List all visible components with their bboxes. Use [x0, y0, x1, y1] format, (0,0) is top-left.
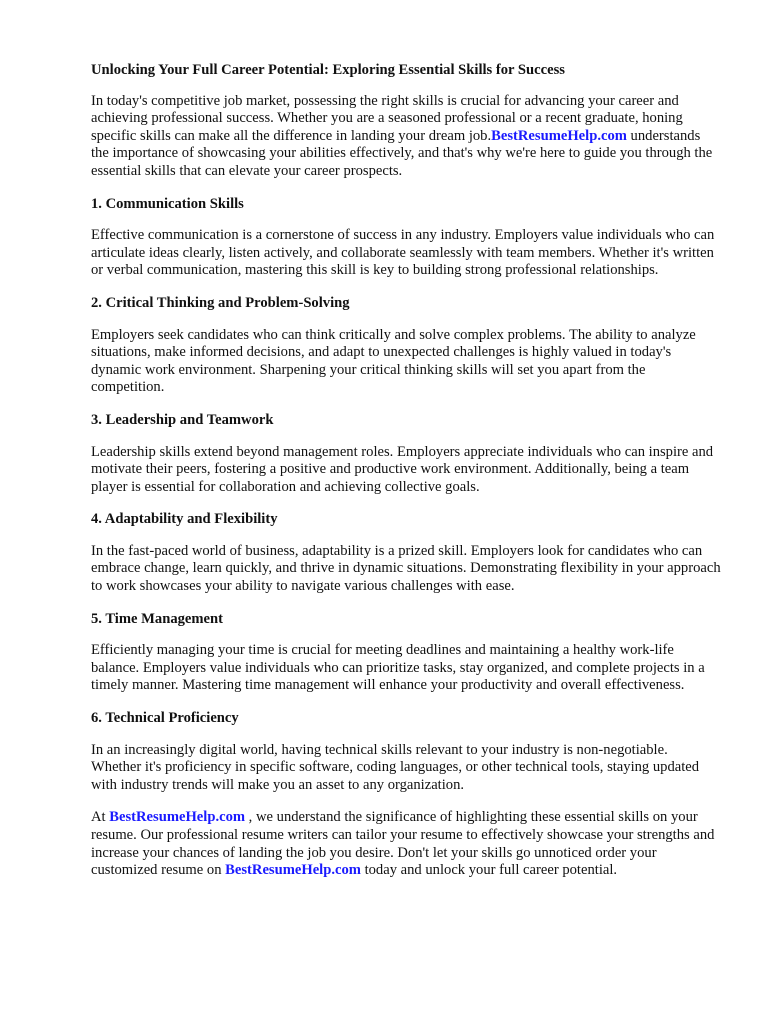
document-title: Unlocking Your Full Career Potential: Exploring Essential Skills for Success	[91, 62, 565, 78]
section-6-body: In an increasingly digital world, having technical skills relevant to your industry is non-negotiable. Whether it's proficiency in specific software, coding languages, or other technical tools, staying updated with industry trends will make you an asset to any organization.	[91, 741, 700, 793]
section-3-body: Leadership skills extend beyond management roles. Employers appreciate individuals who can inspire and motivate their peers, fostering a positive and productive work environment. Additionally, being a team player is essential for collaboration and achieving collective goals.	[91, 443, 714, 495]
closing-link-2[interactable]: BestResumeHelp.com	[225, 862, 361, 879]
intro-link[interactable]: BestResumeHelp.com	[491, 127, 627, 144]
section-2-body: Employers seek candidates who can think critically and solve complex problems. The ability to analyze situations, make informed decisions, and adapt to unexpected challenges is highly valued in today's dynamic work environment. Sharpening your critical thinking skills will set you apart from the competition.	[91, 326, 696, 396]
document-page	[91, 62, 721, 895]
section-2-heading: 2. Critical Thinking and Problem-Solving	[91, 294, 350, 311]
closing-link-1[interactable]: BestResumeHelp.com	[109, 809, 246, 826]
section-5-heading: 5. Time Management	[91, 610, 224, 627]
section-5-body: Efficiently managing your time is crucial for meeting deadlines and maintaining a healthy work-life balance. Employers value individuals who can prioritize tasks, stay organized, and complete projects in a timely manner. Mastering time management will enhance your productivity and overall effectiveness.	[91, 642, 705, 694]
intro-text: In today's competitive job market, possessing the right skills is crucial for advancing your career and achieving professional success. Whether you are a seasoned professional or a recent graduate, honing specific skills can make all the difference in landing your dream job.	[91, 92, 683, 144]
intro-text-after: understands the importance of showcasing your abilities effectively, and that's why we're here to guide you through the essential skills that can elevate your career prospects.	[91, 127, 713, 179]
closing-paragraph	[91, 809, 721, 879]
section-4-heading: 4. Adaptability and Flexibility	[91, 511, 278, 528]
closing-text-1: At	[91, 809, 110, 826]
section-3-heading: 3. Leadership and Teamwork	[91, 411, 274, 428]
closing-text-2: , we understand the significance of highlighting these essential skills on your resume. Our professional resume writers can tailor your resume to effectively showcase your strengths and increase your chances of landing the job you desire. Don't let your skills go unnoticed order your customized resume on	[91, 809, 715, 879]
intro-paragraph	[91, 93, 721, 181]
section-4-body: In the fast-paced world of business, adaptability is a prized skill. Employers look for candidates who can embrace change, learn quickly, and thrive in dynamic situations. Demonstrating flexibility in your approach to work showcases your ability to navigate various challenges with ease.	[91, 542, 721, 595]
section-1-body: Effective communication is a cornerstone of success in any industry. Employers value individuals who can articulate ideas clearly, listen actively, and collaborate seamlessly with team members. Whether it's written or verbal communication, mastering this skill is key to building strong professional relationships.	[91, 227, 715, 279]
section-6-heading: 6. Technical Proficiency	[91, 710, 239, 727]
section-1-heading: 1. Communication Skills	[91, 195, 244, 212]
closing-text-3: today and unlock your full career potential.	[360, 862, 618, 879]
